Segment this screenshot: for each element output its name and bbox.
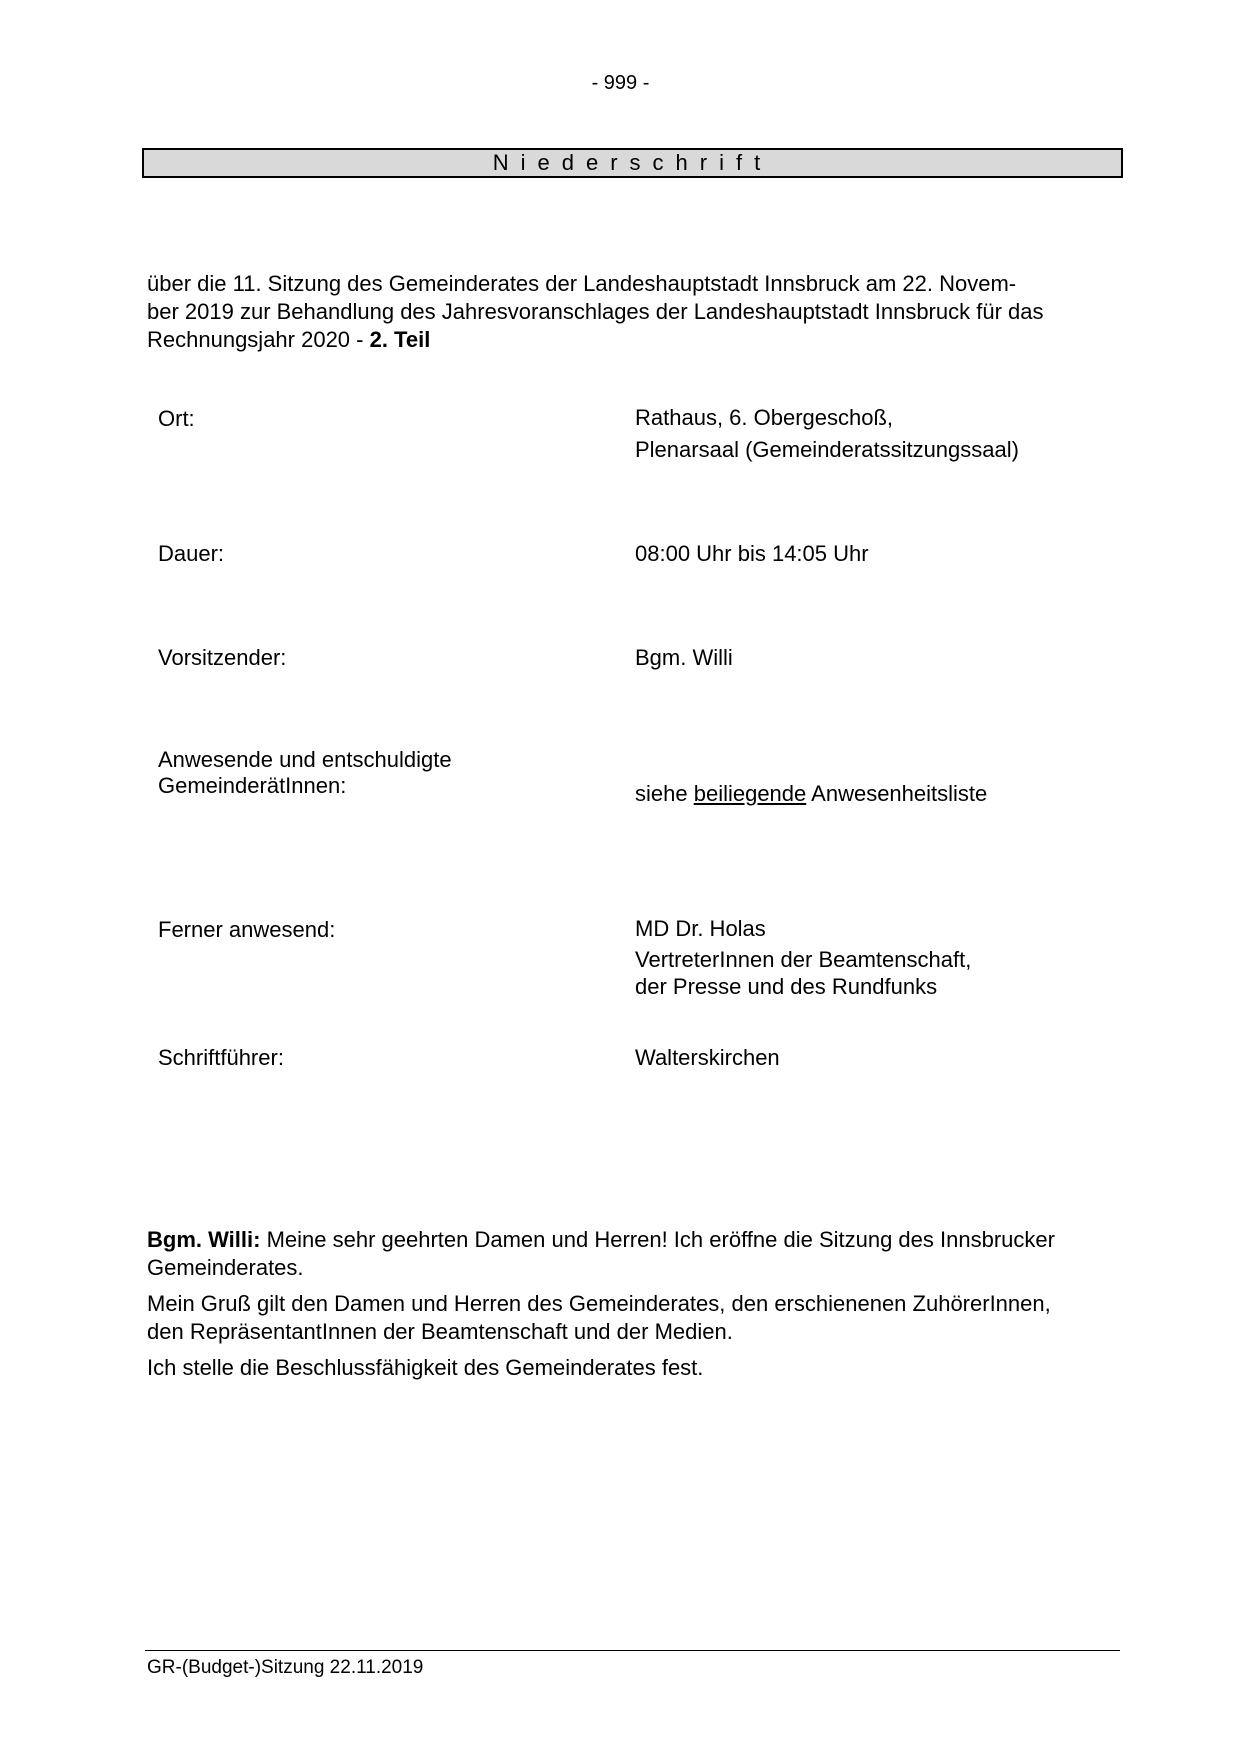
anwesend-label-line-1: Anwesende und entschuldigte (158, 747, 452, 772)
ferner-value (635, 915, 971, 1000)
dauer-label: Dauer: (158, 541, 225, 566)
anwesend-value-suffix: Anwesenheitsliste (806, 781, 988, 806)
speech-p2-line-2: den RepräsentantInnen der Beamtenschaft und der Medien. (147, 1319, 733, 1344)
ort-value-line-1: Rathaus, 6. Obergeschoß, (635, 405, 894, 430)
anwesend-value (635, 779, 987, 809)
speech-paragraph-2 (147, 1290, 1097, 1346)
ferner-label: Ferner anwesend: (158, 917, 336, 942)
speech-paragraph-1 (147, 1226, 1097, 1282)
vorsitz-label: Vorsitzender: (158, 645, 287, 670)
schrift-label: Schriftführer: (158, 1045, 284, 1070)
intro-part-label: 2. Teil (369, 327, 431, 352)
intro-paragraph (147, 270, 1097, 354)
ort-label: Ort: (158, 406, 195, 431)
speech-paragraph-3: Ich stelle die Beschlussfähigkeit des Gemeinderates fest. (147, 1355, 704, 1380)
ferner-value-line-3: der Presse und des Rundfunks (635, 974, 938, 999)
ort-value-line-2: Plenarsaal (Gemeinderatssitzungssaal) (635, 437, 1019, 462)
dauer-value: 08:00 Uhr bis 14:05 Uhr (635, 541, 869, 566)
footer-divider (145, 1650, 1120, 1651)
schrift-value: Walterskirchen (635, 1045, 780, 1070)
speaker-name: Bgm. Willi: (147, 1227, 261, 1252)
intro-line-3: Rechnungsjahr 2020 - (147, 327, 370, 352)
anwesend-value-prefix: siehe (635, 781, 694, 806)
vorsitz-value: Bgm. Willi (635, 645, 733, 670)
anwesend-value-underlined: beiliegende (693, 781, 807, 806)
footer-text: GR-(Budget-)Sitzung 22.11.2019 (147, 1657, 424, 1678)
document-title: Niederschrift (142, 148, 1123, 178)
speech-p1-line-1: Meine sehr geehrten Damen und Herren! Ich eröffne die Sitzung des Innsbrucker (260, 1227, 1055, 1252)
anwesend-label (158, 747, 452, 799)
speech-p1-line-2: Gemeinderates. (147, 1255, 304, 1280)
ferner-value-line-2: VertreterInnen der Beamtenschaft, (635, 947, 972, 972)
speech-p2-line-1: Mein Gruß gilt den Damen und Herren des Gemeinderates, den erschienenen ZuhörerInnen, (147, 1291, 1051, 1316)
ferner-value-line-1: MD Dr. Holas (635, 916, 766, 941)
page-number: - 999 - (591, 72, 650, 94)
ort-value (635, 404, 1019, 464)
anwesend-label-line-2: GemeinderätInnen: (158, 773, 347, 798)
intro-line-1: über die 11. Sitzung des Gemeinderates der Landeshauptstadt Innsbruck am 22. Novem- (147, 271, 1017, 296)
intro-line-2: ber 2019 zur Behandlung des Jahresvoranschlages der Landeshauptstadt Innsbruck für das (147, 299, 1044, 324)
